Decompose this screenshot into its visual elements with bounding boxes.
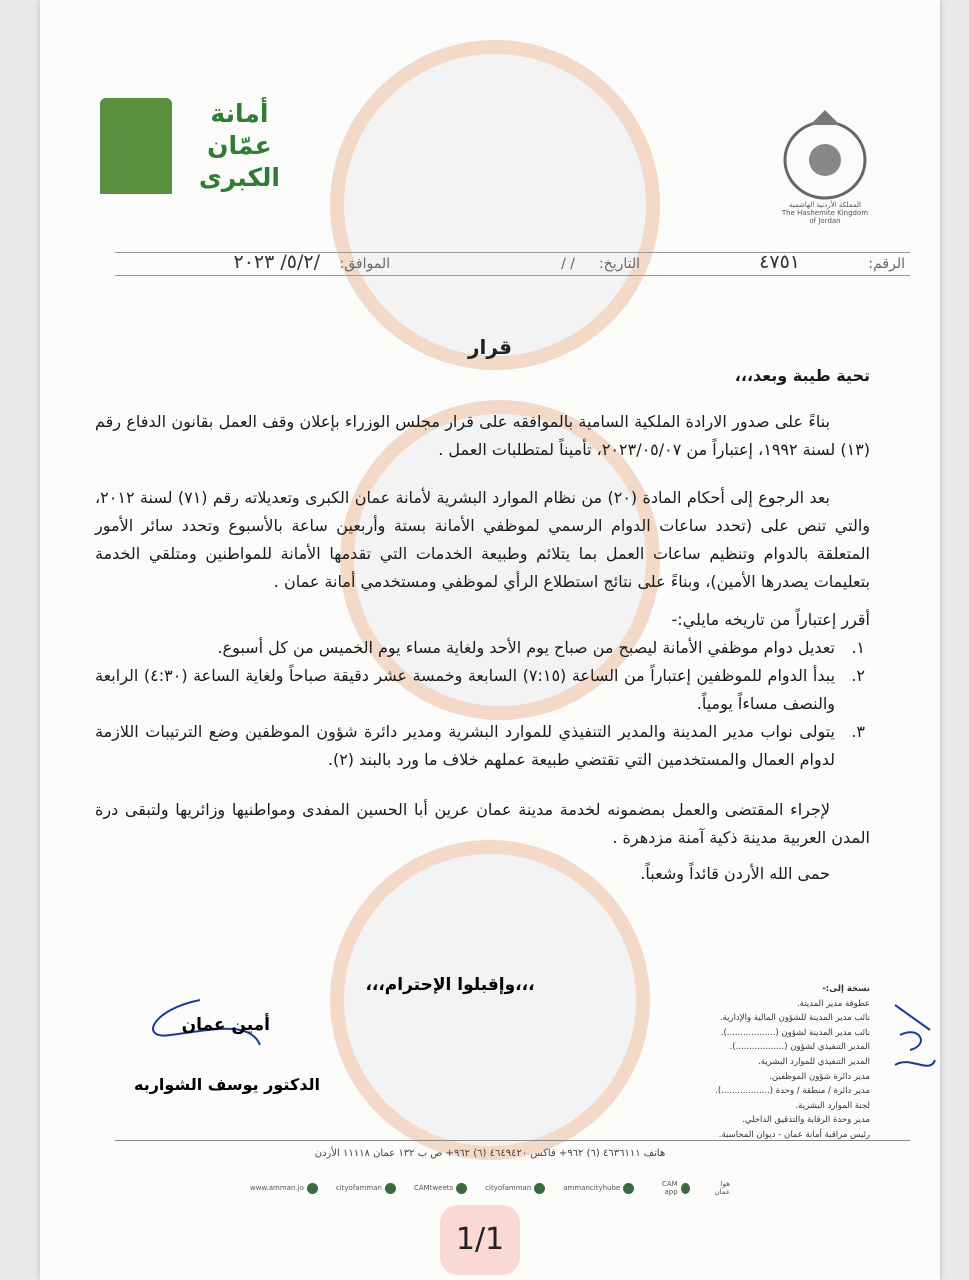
document-body (95, 362, 870, 888)
corresponding-date: /٥/٢/ ٢٠٢٣ (233, 251, 320, 273)
copy-recipient: نائب مدير المدينة لشؤون (..................). (720, 1027, 870, 1038)
emblem-caption-en: The Hashemite Kingdom of Jordan (781, 209, 869, 225)
decision-item (95, 718, 870, 774)
social-label: cityofamman (485, 1184, 532, 1192)
copy-recipient: المدير التنفيذي للموارد البشرية. (758, 1056, 870, 1067)
footer-divider (115, 1140, 910, 1141)
signatory-name: الدكتور يوسف الشواربه (134, 1075, 320, 1094)
social-links (250, 1180, 730, 1196)
footer-address: هاتف ٤٦٣٦١١١ (٦) ٩٦٢+ فاكس ٤٦٤٩٤٢٠ (٦) ٩٦٢+ ص ب ١٣٢ عمان ١١١١٨ الأردن (314, 1148, 666, 1159)
social-link (414, 1180, 467, 1196)
social-link (485, 1180, 545, 1196)
watermark-clock-icon (330, 40, 660, 370)
decision-item (95, 662, 870, 718)
greeting: تحية طيبة وبعد،،، (734, 366, 870, 385)
amman-logo (100, 98, 280, 198)
copies-list (650, 982, 870, 1143)
document-page (40, 0, 940, 1280)
initials-scribble-icon (890, 995, 940, 1085)
signatory-title: أمين عمان (181, 1015, 270, 1035)
social-label: هوا عمان (714, 1180, 730, 1196)
copy-recipient: لجنة الموارد البشرية. (795, 1100, 870, 1111)
copy-recipient: مدير وحدة الرقابة والتدقيق الداخلي. (742, 1115, 870, 1126)
closing-paragraph: لإجراء المقتضى والعمل بمضمونه لخدمة مدينة عمان عرين أبا الحسين المفدى ومواطنيها وزائريها ولتبقى درة المدن العربية مدينة ذكية آمنة مزدهرة . (95, 800, 870, 847)
amman-logo-mark-icon (100, 98, 172, 194)
copy-recipient: المدير التنفيذي لشؤون (..................). (729, 1042, 870, 1053)
date-value: / / (561, 256, 575, 272)
date-label: التاريخ: (598, 256, 640, 272)
item-text: يتولى نواب مدير المدينة والمدير التنفيذي للموارد البشرية ومدير دائرة شؤون الموظفين وضع الترتيبات اللازمة لدوام العمال والمستخدمين التي تقتضي طبيعة عملهم خلاف ما ورد بالبند (٢). (95, 722, 835, 769)
reference-number: ٤٧٥١ (759, 251, 800, 273)
social-link (336, 1180, 396, 1196)
social-label: CAMtweets (413, 1184, 454, 1192)
decision-intro: أقرر إعتباراً من تاريخه مايلي:- (671, 610, 870, 629)
regards: ،،،وإقبلوا الإحترام،،، (365, 975, 535, 995)
youtube-icon (623, 1183, 634, 1194)
decision-list (95, 634, 870, 774)
emblem-caption: المملكة الأردنية الهاشمية (788, 201, 862, 209)
social-label: cityofamman (335, 1184, 382, 1192)
social-link (250, 1180, 318, 1196)
org-name-line: الكبرى (198, 163, 280, 192)
prayer-line: حمى الله الأردن قائداً وشعباً. (640, 864, 830, 883)
corresponding-label: الموافق: (339, 256, 390, 272)
copy-recipient: مدير دائرة شؤون الموظفين. (769, 1071, 870, 1082)
paragraph: بعد الرجوع إلى أحكام المادة (٢٠) من نظام الموارد البشرية لأمانة عمان الكبرى وتعديلاته رقم (٧١) لسنة ٢٠١٢، والتي تنص على (تحدد ساعات الدوام الرسمي لموظفي الأمانة بستة وأربعين ساعة بالأسبوع وتحدد سائر الأمور المتعلقة بالدوام وتنظيم ساعات العمل بما يتلائم وطبيعة الخدمات التي تقدمها الأمانة للمواطنين ومتلقي الخدمة بتعليمات يصدرها الأمين)، وبناءً على نتائج استطلاع الرأي لموظفي ومستخدمي أمانة عمان . (95, 488, 870, 591)
item-number: ٢. (851, 666, 865, 685)
reference-line (115, 252, 910, 276)
org-name-line: أمانة (210, 99, 269, 128)
facebook-icon (385, 1183, 396, 1194)
item-text: يبدأ الدوام للموظفين إعتباراً من الساعة (٧:١٥) السابعة وخمسة عشر دقيقة صباحاً ولغاية الساعة (٤:٣٠) الرابعة والنصف مساءاً يومياً. (95, 666, 836, 713)
social-link (708, 1180, 730, 1196)
social-label: www.amman.jo (250, 1184, 304, 1192)
social-link (563, 1180, 634, 1196)
item-number: ١. (851, 638, 865, 657)
paragraph: بناءً على صدور الارادة الملكية السامية بالموافقه على قرار مجلس الوزراء بإعلان وقف العمل بقانون الدفاع رقم (١٣) لسنة ١٩٩٢، إعتباراً من ٢٠٢٣/٠٥/٠٧، تأميناً لمتطلبات العمل . (95, 412, 870, 459)
decision-item (95, 634, 870, 662)
document-title: قرار (468, 335, 512, 359)
copy-recipient: رئيس مراقبة أمانة عمان - ديوان المحاسبة. (718, 1129, 870, 1140)
item-text: تعديل دوام موظفي الأمانة ليصبح من صباح يوم الأحد ولغاية مساء يوم الخميس من كل أسبوع. (217, 638, 835, 657)
copy-recipient: نائب مدير المدينة للشؤون المالية والإدارية. (719, 1013, 870, 1024)
web-icon (307, 1183, 318, 1194)
item-number: ٣. (851, 722, 865, 741)
social-link (652, 1180, 689, 1196)
social-label: ammancityhube (563, 1184, 621, 1192)
page-number: 1/1 (440, 1205, 520, 1275)
copy-recipient: مدير دائرة / منطقة / وحدة (..................). (715, 1086, 870, 1097)
copy-recipient: عطوفة مدير المدينة. (796, 998, 870, 1009)
org-name-line: عمّان (207, 131, 272, 160)
jordan-emblem (780, 105, 870, 225)
copies-label: نسخة إلى:- (822, 984, 870, 994)
coat-of-arms-icon (780, 105, 870, 200)
number-label: الرقم: (868, 256, 905, 272)
instagram-icon (534, 1183, 545, 1194)
twitter-icon (456, 1183, 467, 1194)
social-label: CAM app (661, 1180, 678, 1196)
app-icon (681, 1183, 690, 1194)
watermark-clock-icon (330, 840, 650, 1160)
